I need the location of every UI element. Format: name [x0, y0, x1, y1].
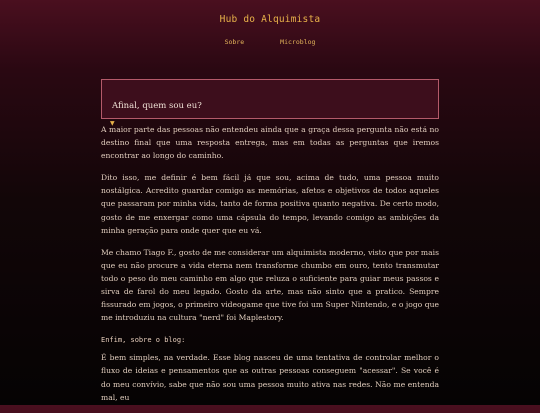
main-content — [101, 79, 439, 413]
nav-link-sobre[interactable]: Sobre — [224, 38, 245, 46]
site-header — [0, 0, 540, 46]
site-title[interactable]: Hub do Alquimista — [219, 14, 321, 25]
paragraph-3: Me chamo Tiago F., gosto de me considerar um alquimista moderno, visto que por mais que eu não procure a vida eterna nem transforme chumbo em ouro, tento transmutar todo o peso do meu caminho em algo que reluza o suficiente para guiar meus passos e sirva de farol do meu legado. Gosto da arte, mas não sinto que a pratico. Sempre fissurado em jogos, o primeiro videogame que tive foi um Super Nintendo, e o jogo que me introduziu na cultura "nerd" foi Maplestory. — [101, 247, 439, 323]
triangle-down-icon: ▼ — [110, 120, 115, 127]
paragraph-1: A maior parte das pessoas não entendeu ainda que a graça dessa pergunta não está no destino final que uma resposta entrega, mas em todas as perguntas que iremos encontrar ao longo do caminho. — [101, 125, 439, 161]
nav-link-microblog[interactable]: Microblog — [280, 38, 316, 46]
intro-quote-text: Afinal, quem sou eu? — [112, 101, 202, 111]
section-heading-blog: Enfim, sobre o blog: — [101, 336, 186, 345]
main-nav — [0, 38, 540, 46]
paragraph-2: Dito isso, me definir é bem fácil já que sou, acima de tudo, uma pessoa muito nostálgica. Acredito guardar comigo as memórias, afetos e objetivos de todos aqueles que passaram por minha vida, tanto de forma positiva quanto negativa. De certo modo, gosto de me enxergar como uma cápsula do tempo, levando comigo as ambições da minha geração para onde quer que eu vá. — [101, 173, 439, 235]
intro-quote-box — [101, 79, 439, 127]
paragraph-blog: É bem simples, na verdade. Esse blog nasceu de uma tentativa de controlar melhor o fluxo de ideias e pensamentos que as outras pessoas conseguem "acessar". Se você é do meu convívio, sabe que não sou uma pessoa muito ativa nas redes. Não me entenda mal, eu — [101, 353, 439, 402]
